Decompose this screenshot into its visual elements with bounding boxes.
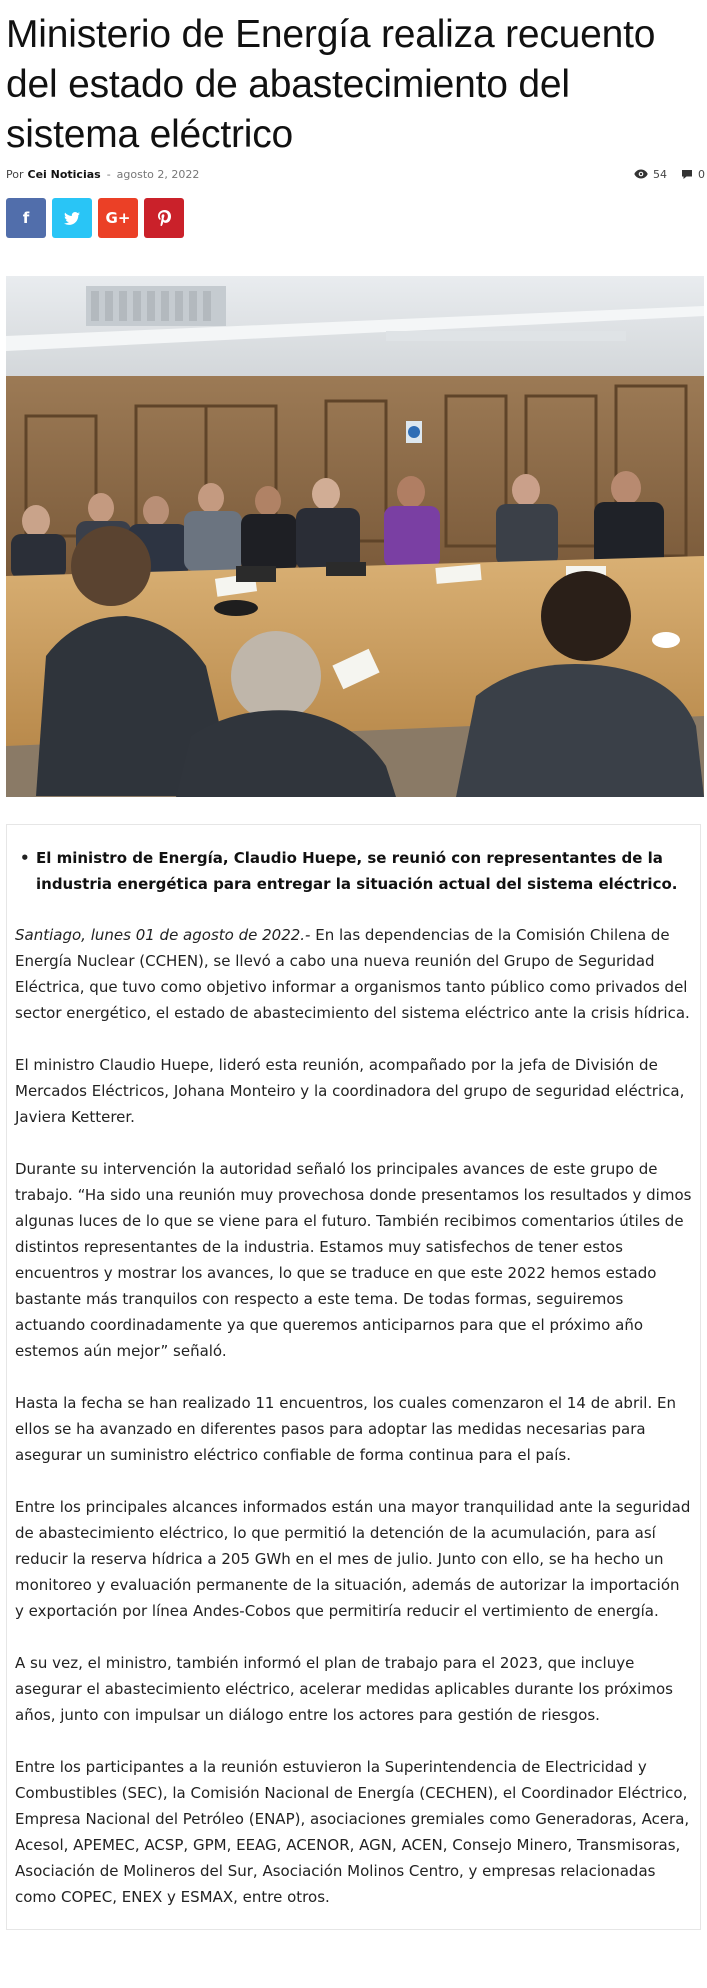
- views-count: 54: [653, 167, 667, 181]
- paragraph-2: El ministro Claudio Huepe, lideró esta reunión, acompañado por la jefa de División de Mercados Eléctricos, Johana Monteiro y la coordinadora del grupo de seguridad eléctrica, Javiera Ketterer.: [15, 1056, 685, 1126]
- comment-icon: [681, 169, 693, 180]
- article-body: [6, 824, 701, 1930]
- paragraph-3: Durante su intervención la autoridad señaló los principales avances de este grupo de trabajo. “Ha sido una reunión muy provechosa donde presentamos los resultados y dimos algunas luces de lo que se viene para el futuro. También recibimos comentarios útiles de distintos representantes de la industria. Estamos muy satisfechos de tener estos encuentros y mostrar los avances, lo que se traduce en que este 2022 hemos estado bastante más tranquilos con respecto a este tema. De todas formas, seguiremos actuando coordinadamente ya que queremos anticiparnos para que el próximo año estemos aún mejor” señaló.: [15, 1160, 692, 1360]
- meta-separator: -: [106, 167, 111, 181]
- bullet-dot: •: [20, 849, 30, 867]
- paragraph-7: Entre los participantes a la reunión estuvieron la Superintendencia de Electricidad y Combustibles (SEC), la Comisión Nacional de Energía (CECHEN), el Coordinador Eléctrico, Empresa Nacional del Petróleo (ENAP), asociaciones gremiales como Generadoras, Acera, Acesol, APEMEC, ACSP, GPM, EEAG, ACENOR, AGN, ACEN, Consejo Minero, Transmisoras, Asociación de Molineros del Sur, Asociación Molinos Centro, y empresas relacionadas como COPEC, ENEX y ESMAX, entre otros.: [15, 1758, 690, 1906]
- paragraph-1: [15, 922, 692, 1026]
- facebook-share-button[interactable]: [6, 198, 46, 238]
- paragraph-6: A su vez, el ministro, también informó el plan de trabajo para el 2023, que incluye asegurar el abastecimiento eléctrico, acelerar medidas aplicables durante los próximos años, junto con impulsar un diálogo entre los actores para gestión de riesgos.: [15, 1654, 673, 1724]
- paragraph-4: Hasta la fecha se han realizado 11 encuentros, los cuales comenzaron el 14 de abril. En ellos se ha avanzado en diferentes pasos para adoptar las medidas necesarias para asegurar un suministro eléctrico confiable de forma continua para el país.: [15, 1394, 676, 1464]
- dateline: Santiago, lunes 01 de agosto de 2022.-: [15, 926, 311, 944]
- article-photo: [6, 276, 704, 797]
- facebook-icon: f: [22, 209, 30, 227]
- twitter-share-button[interactable]: [52, 198, 92, 238]
- pinterest-icon: [158, 210, 171, 226]
- lead-text: El ministro de Energía, Claudio Huepe, se reunió con representantes de la industria energética para entregar la situación actual del sistema eléctrico.: [36, 849, 678, 893]
- meeting-photo-illustration: [6, 276, 704, 797]
- meta-stats: [634, 168, 705, 181]
- lead-bullet: [15, 845, 692, 897]
- eye-icon: [634, 169, 648, 179]
- paragraph-1-text: En las dependencias de la Comisión Chilena de Energía Nuclear (CCHEN), se llevó a cabo una nueva reunión del Grupo de Seguridad Eléctrica, que tuvo como objetivo informar a organismos tanto público como privados del sector energético, el estado de abastecimiento del sistema eléctrico ante la crisis hídrica.: [15, 926, 690, 1022]
- views-stat: [634, 168, 667, 181]
- comments-count: 0: [698, 167, 705, 181]
- author-link[interactable]: Cei Noticias: [27, 167, 101, 181]
- twitter-icon: [64, 212, 80, 225]
- share-buttons: [6, 198, 184, 238]
- article-title: Ministerio de Energía realiza recuento del estado de abastecimiento del sistema eléctrico: [6, 13, 656, 156]
- article-meta: [6, 165, 705, 183]
- paragraph-5: Entre los principales alcances informados están una mayor tranquilidad ante la seguridad de abastecimiento eléctrico, lo que permitió la detención de la acumulación, para así reducir la reserva hídrica a 205 GWh en el mes de julio. Junto con ello, se ha hecho un monitoreo y evaluación permanente de la situación, además de autorizar la importación y exportación por línea Andes-Cobos que permitiría reducir el vertimiento de energía.: [15, 1498, 691, 1620]
- pinterest-share-button[interactable]: [144, 198, 184, 238]
- googleplus-share-button[interactable]: [98, 198, 138, 238]
- publish-date: agosto 2, 2022: [116, 167, 200, 181]
- comments-stat[interactable]: [681, 168, 705, 181]
- googleplus-icon: G+: [105, 209, 131, 227]
- by-label: Por: [6, 167, 24, 181]
